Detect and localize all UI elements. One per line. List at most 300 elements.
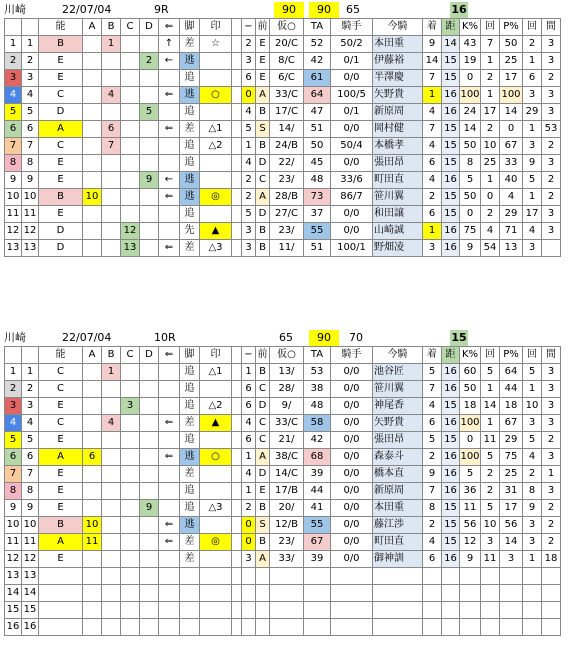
cell-distance: 15	[442, 53, 460, 70]
cell-horse-num: 5	[22, 432, 39, 449]
table-row[interactable]	[5, 517, 561, 534]
header-finish: 着	[423, 19, 442, 36]
table-row[interactable]	[5, 364, 561, 381]
cell-mark	[200, 568, 232, 585]
cell-rank-d	[140, 534, 159, 551]
cell-interval: 3	[542, 381, 561, 398]
cell-mark: ☆	[200, 36, 232, 53]
cell-provisional: 17/B	[270, 483, 304, 500]
cell-mark	[200, 483, 232, 500]
race-number: 9R	[154, 3, 169, 16]
table-row[interactable]	[5, 240, 561, 257]
cell-rank-b	[102, 517, 121, 534]
header-p-count: 回	[523, 347, 542, 364]
table-row[interactable]	[5, 602, 561, 619]
header-rank-b: B	[102, 19, 121, 36]
cell-jockey-record: 50/2	[331, 36, 373, 53]
cell-gap	[232, 534, 242, 551]
cell-jockey-name	[373, 585, 423, 602]
cell-mark: △1	[200, 364, 232, 381]
cell-p-pct: 64	[500, 364, 523, 381]
cell-minus: 2	[242, 36, 256, 53]
cell-interval: 3	[542, 483, 561, 500]
cell-post-num: 15	[5, 602, 22, 619]
table-row[interactable]	[5, 415, 561, 432]
cell-rank-b: 7	[102, 138, 121, 155]
cell-ta-score: 48	[304, 398, 331, 415]
cell-arrow: ⇐	[159, 534, 180, 551]
cell-interval: 1	[542, 466, 561, 483]
cell-rank-a	[83, 172, 102, 189]
cell-distance: 15	[442, 398, 460, 415]
cell-p-count	[523, 619, 542, 636]
header-row	[5, 19, 561, 36]
cell-post-num: 10	[5, 517, 22, 534]
cell-interval: 53	[542, 121, 561, 138]
cell-rank-d	[140, 602, 159, 619]
cell-rank-c	[121, 585, 140, 602]
cell-jockey-record: 0/0	[331, 466, 373, 483]
cell-horse-num: 9	[22, 500, 39, 517]
cell-jockey-record	[331, 619, 373, 636]
header-distance: 距	[442, 347, 460, 364]
cell-rank-d	[140, 138, 159, 155]
table-row[interactable]	[5, 432, 561, 449]
cell-provisional: 24/B	[270, 138, 304, 155]
cell-rank-a	[83, 483, 102, 500]
cell-running-style: 差	[180, 36, 200, 53]
cell-ability-grade: C	[39, 381, 83, 398]
cell-p-count: 8	[523, 483, 542, 500]
cell-ta-score: 53	[304, 364, 331, 381]
cell-k-count: 1	[481, 53, 500, 70]
table-row[interactable]	[5, 466, 561, 483]
table-row[interactable]	[5, 568, 561, 585]
cell-running-style: 追	[180, 483, 200, 500]
cell-distance: 15	[442, 517, 460, 534]
cell-rank-c: 3	[121, 398, 140, 415]
table-row[interactable]	[5, 189, 561, 206]
table-row[interactable]	[5, 206, 561, 223]
cell-position: B	[256, 534, 270, 551]
cell-ta-score: 50	[304, 138, 331, 155]
cell-rank-b	[102, 466, 121, 483]
cell-p-pct: 50	[500, 36, 523, 53]
cell-rank-d	[140, 483, 159, 500]
cell-p-count: 2	[523, 36, 542, 53]
cell-running-style: 追	[180, 432, 200, 449]
cell-k-count: 4	[481, 223, 500, 240]
cell-jockey-record: 0/1	[331, 104, 373, 121]
cell-interval	[542, 585, 561, 602]
cell-rank-a	[83, 53, 102, 70]
table-row[interactable]	[5, 104, 561, 121]
cell-post-num: 4	[5, 87, 22, 104]
cell-k-pct: 60	[460, 364, 481, 381]
cell-position: C	[256, 432, 270, 449]
cell-rank-d	[140, 364, 159, 381]
cell-rank-c	[121, 517, 140, 534]
cell-mark: ▲	[200, 223, 232, 240]
cell-jockey-name: 矢野貴	[373, 87, 423, 104]
table-row[interactable]	[5, 551, 561, 568]
cell-mark	[200, 70, 232, 87]
cell-horse-num: 3	[22, 398, 39, 415]
cell-rank-a	[83, 398, 102, 415]
cell-jockey-record	[331, 585, 373, 602]
cell-rank-d	[140, 568, 159, 585]
header-running-style: 脚	[180, 347, 200, 364]
cell-finish: 1	[423, 223, 442, 240]
cell-minus	[242, 619, 256, 636]
cell-minus: 0	[242, 87, 256, 104]
cell-provisional	[270, 602, 304, 619]
header-rank-a: A	[83, 19, 102, 36]
cell-ta-score: 67	[304, 534, 331, 551]
cell-provisional: 14/C	[270, 466, 304, 483]
cell-gap	[232, 240, 242, 257]
header-interval: 間	[542, 347, 561, 364]
cell-minus: 0	[242, 534, 256, 551]
cell-horse-num: 6	[22, 449, 39, 466]
cell-ability-grade: B	[39, 517, 83, 534]
cell-arrow	[159, 70, 180, 87]
cell-horse-num: 8	[22, 155, 39, 172]
cell-finish: 6	[423, 155, 442, 172]
cell-k-count: 1	[481, 381, 500, 398]
header-position: 前	[256, 347, 270, 364]
cell-jockey-record: 0/0	[331, 500, 373, 517]
cell-running-style: 逃	[180, 53, 200, 70]
cell-interval	[542, 240, 561, 257]
cell-k-pct: 0	[460, 432, 481, 449]
cell-gap	[232, 483, 242, 500]
cell-ability-grade: C	[39, 415, 83, 432]
header-distance: 距	[442, 19, 460, 36]
cell-rank-c	[121, 568, 140, 585]
cell-ta-score: 48	[304, 172, 331, 189]
cell-distance	[442, 619, 460, 636]
cell-minus: 0	[242, 517, 256, 534]
top-num-3: 65	[346, 3, 360, 16]
cell-p-count: 3	[523, 415, 542, 432]
cell-arrow	[159, 398, 180, 415]
cell-gap	[232, 172, 242, 189]
cell-finish: 2	[423, 189, 442, 206]
cell-ability-grade: A	[39, 449, 83, 466]
cell-provisional: 23/	[270, 172, 304, 189]
cell-p-count: 1	[523, 551, 542, 568]
cell-post-num: 5	[5, 432, 22, 449]
cell-horse-num: 3	[22, 70, 39, 87]
table-row[interactable]	[5, 500, 561, 517]
table-row[interactable]	[5, 53, 561, 70]
cell-running-style	[180, 602, 200, 619]
cell-mark: ○	[200, 87, 232, 104]
cell-p-count: 3	[523, 534, 542, 551]
table-row[interactable]	[5, 172, 561, 189]
cell-position: B	[256, 500, 270, 517]
cell-k-pct	[460, 585, 481, 602]
cell-provisional: 22/	[270, 155, 304, 172]
cell-gap	[232, 398, 242, 415]
cell-ability-grade	[39, 585, 83, 602]
cell-p-pct: 33	[500, 155, 523, 172]
cell-finish: 9	[423, 36, 442, 53]
cell-rank-a	[83, 364, 102, 381]
cell-arrow: ⇐	[159, 189, 180, 206]
cell-post-num: 12	[5, 551, 22, 568]
cell-jockey-name: 森泰斗	[373, 449, 423, 466]
cell-post-num: 7	[5, 466, 22, 483]
header-p-pct: P%	[500, 347, 523, 364]
cell-horse-num: 4	[22, 415, 39, 432]
cell-interval	[542, 568, 561, 585]
table-row[interactable]	[5, 483, 561, 500]
cell-rank-c	[121, 155, 140, 172]
header-ability-grade: 能	[39, 347, 83, 364]
cell-rank-b	[102, 551, 121, 568]
cell-interval: 2	[542, 500, 561, 517]
header-horse-num	[22, 19, 39, 36]
cell-jockey-record	[331, 568, 373, 585]
cell-rank-d	[140, 381, 159, 398]
cell-post-num: 9	[5, 500, 22, 517]
cell-jockey-record: 0/0	[331, 364, 373, 381]
header-post-num	[5, 347, 22, 364]
cell-p-pct: 17	[500, 500, 523, 517]
cell-provisional: 20/C	[270, 36, 304, 53]
cell-jockey-name: 藤江渉	[373, 517, 423, 534]
cell-k-pct: 11	[460, 500, 481, 517]
cell-finish: 4	[423, 534, 442, 551]
cell-rank-b	[102, 568, 121, 585]
race-date: 22/07/04	[62, 331, 112, 344]
cell-ability-grade: E	[39, 432, 83, 449]
cell-running-style: 追	[180, 155, 200, 172]
cell-jockey-name: 本田重	[373, 500, 423, 517]
table-row[interactable]	[5, 534, 561, 551]
table-row[interactable]	[5, 585, 561, 602]
cell-rank-b	[102, 223, 121, 240]
cell-p-count: 5	[523, 432, 542, 449]
cell-jockey-name: 池谷匠	[373, 364, 423, 381]
cell-interval: 3	[542, 104, 561, 121]
cell-arrow: ⇐	[159, 121, 180, 138]
cell-rank-b	[102, 206, 121, 223]
cell-rank-d	[140, 432, 159, 449]
cell-provisional: 33/C	[270, 415, 304, 432]
table-row[interactable]	[5, 155, 561, 172]
cell-rank-a	[83, 551, 102, 568]
cell-ability-grade: E	[39, 155, 83, 172]
cell-p-count: 9	[523, 155, 542, 172]
cell-rank-b	[102, 381, 121, 398]
cell-finish: 5	[423, 432, 442, 449]
cell-rank-a	[83, 206, 102, 223]
cell-mark: △3	[200, 500, 232, 517]
cell-rank-b	[102, 432, 121, 449]
cell-horse-num: 16	[22, 619, 39, 636]
cell-k-pct: 100	[460, 415, 481, 432]
top-num-1: 90	[274, 2, 304, 18]
cell-ability-grade: E	[39, 551, 83, 568]
cell-ability-grade: E	[39, 206, 83, 223]
cell-ta-score: 73	[304, 189, 331, 206]
cell-position	[256, 568, 270, 585]
cell-rank-c	[121, 206, 140, 223]
cell-rank-c	[121, 466, 140, 483]
cell-p-pct: 17	[500, 70, 523, 87]
cell-minus: 4	[242, 155, 256, 172]
table-row[interactable]	[5, 619, 561, 636]
cell-interval: 3	[542, 398, 561, 415]
cell-jockey-record: 100/1	[331, 240, 373, 257]
cell-k-pct: 18	[460, 398, 481, 415]
cell-post-num: 3	[5, 70, 22, 87]
table-row[interactable]	[5, 223, 561, 240]
cell-rank-c	[121, 483, 140, 500]
cell-k-count: 25	[481, 155, 500, 172]
cell-finish: 7	[423, 483, 442, 500]
cell-k-count: 5	[481, 364, 500, 381]
cell-provisional: 13/	[270, 364, 304, 381]
cell-mark	[200, 619, 232, 636]
cell-finish: 4	[423, 398, 442, 415]
cell-interval: 2	[542, 517, 561, 534]
cell-k-pct: 56	[460, 517, 481, 534]
cell-jockey-name	[373, 619, 423, 636]
cell-running-style: 差	[180, 534, 200, 551]
cell-k-pct: 9	[460, 240, 481, 257]
cell-rank-c	[121, 53, 140, 70]
cell-mark	[200, 53, 232, 70]
cell-k-pct: 5	[460, 466, 481, 483]
cell-minus: 2	[242, 172, 256, 189]
cell-provisional: 11/	[270, 240, 304, 257]
cell-finish: 2	[423, 449, 442, 466]
cell-finish: 7	[423, 381, 442, 398]
cell-rank-a	[83, 381, 102, 398]
table-row[interactable]	[5, 381, 561, 398]
cell-rank-c: 13	[121, 240, 140, 257]
cell-k-pct: 50	[460, 381, 481, 398]
header-minus: −	[242, 347, 256, 364]
top-num-2: 90	[309, 2, 339, 18]
table-row[interactable]	[5, 138, 561, 155]
cell-p-count: 1	[523, 189, 542, 206]
cell-provisional: 20/	[270, 500, 304, 517]
cell-rank-d	[140, 206, 159, 223]
header-interval: 間	[542, 19, 561, 36]
cell-jockey-record: 0/0	[331, 223, 373, 240]
cell-k-pct: 0	[460, 70, 481, 87]
cell-p-pct: 25	[500, 53, 523, 70]
cell-ta-score: 58	[304, 415, 331, 432]
cell-rank-b	[102, 585, 121, 602]
header-horse-num	[22, 347, 39, 364]
cell-mark	[200, 155, 232, 172]
table-row[interactable]	[5, 449, 561, 466]
cell-ability-grade: E	[39, 172, 83, 189]
cell-p-pct: 71	[500, 223, 523, 240]
cell-rank-d	[140, 155, 159, 172]
cell-running-style: 追	[180, 364, 200, 381]
cell-rank-d	[140, 398, 159, 415]
table-row[interactable]	[5, 36, 561, 53]
cell-mark	[200, 551, 232, 568]
cell-arrow	[159, 585, 180, 602]
table-row[interactable]	[5, 87, 561, 104]
cell-ability-grade: B	[39, 36, 83, 53]
cell-interval: 3	[542, 206, 561, 223]
cell-provisional: 14/	[270, 121, 304, 138]
cell-k-count: 1	[481, 87, 500, 104]
cell-post-num: 13	[5, 568, 22, 585]
cell-position: A	[256, 189, 270, 206]
cell-rank-b	[102, 240, 121, 257]
cell-gap	[232, 415, 242, 432]
cell-jockey-name: 矢野貴	[373, 415, 423, 432]
table-row[interactable]	[5, 70, 561, 87]
cell-ta-score	[304, 585, 331, 602]
cell-jockey-record: 0/1	[331, 53, 373, 70]
cell-jockey-record: 0/0	[331, 449, 373, 466]
cell-rank-d	[140, 551, 159, 568]
cell-provisional	[270, 568, 304, 585]
cell-interval: 2	[542, 189, 561, 206]
cell-distance: 16	[442, 483, 460, 500]
cell-rank-a	[83, 36, 102, 53]
cell-rank-b: 1	[102, 36, 121, 53]
cell-ta-score: 52	[304, 36, 331, 53]
cell-position	[256, 602, 270, 619]
cell-ta-score: 68	[304, 449, 331, 466]
cell-rank-c	[121, 104, 140, 121]
cell-ta-score: 51	[304, 121, 331, 138]
cell-rank-c	[121, 500, 140, 517]
cell-horse-num: 13	[22, 568, 39, 585]
cell-interval: 3	[542, 449, 561, 466]
cell-minus: 1	[242, 483, 256, 500]
race-header	[4, 330, 570, 346]
cell-finish: 7	[423, 121, 442, 138]
table-row[interactable]	[5, 121, 561, 138]
cell-horse-num: 2	[22, 381, 39, 398]
cell-post-num: 11	[5, 206, 22, 223]
cell-p-pct	[500, 568, 523, 585]
cell-minus: 6	[242, 398, 256, 415]
cell-jockey-name: 伊藤裕	[373, 53, 423, 70]
header-position: 前	[256, 19, 270, 36]
cell-minus: 6	[242, 432, 256, 449]
table-row[interactable]	[5, 398, 561, 415]
race-number: 10R	[154, 331, 176, 344]
cell-ta-score: 45	[304, 155, 331, 172]
cell-ability-grade: D	[39, 104, 83, 121]
cell-running-style: 追	[180, 206, 200, 223]
cell-mark: ▲	[200, 415, 232, 432]
cell-jockey-name: 御神訓	[373, 551, 423, 568]
cell-jockey-record: 0/0	[331, 534, 373, 551]
cell-jockey-record: 0/0	[331, 432, 373, 449]
cell-gap	[232, 602, 242, 619]
cell-gap	[232, 121, 242, 138]
cell-rank-a	[83, 619, 102, 636]
cell-distance: 16	[442, 240, 460, 257]
cell-distance	[442, 568, 460, 585]
cell-minus: 4	[242, 466, 256, 483]
